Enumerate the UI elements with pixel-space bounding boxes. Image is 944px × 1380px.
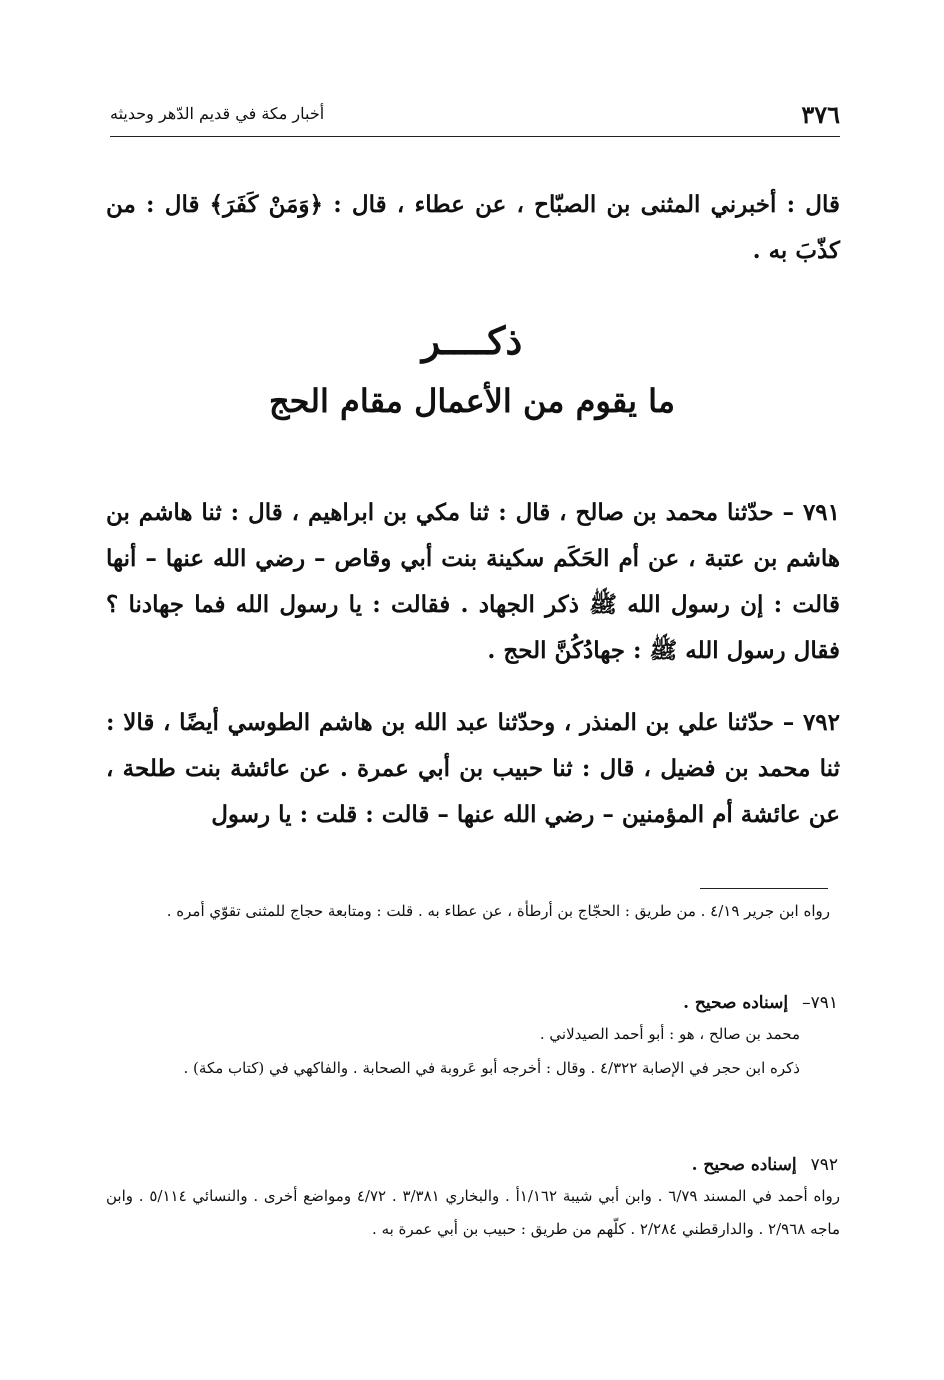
footnote-divider bbox=[700, 888, 828, 889]
footnote-791-line2: ذكره ابن حجر في الإصابة ٤/٣٢٢ . وقال : أخرجه أبو عَروبة في الصحابة . والفاكهي في (كتاب مكة) . bbox=[183, 1059, 800, 1077]
footnote-792-heading bbox=[692, 1150, 838, 1180]
section-title: ما يقوم من الأعمال مقام الحج bbox=[268, 382, 676, 420]
footnote-791-heading bbox=[683, 988, 838, 1018]
page-number: ٣٧٦ bbox=[801, 100, 840, 129]
footnote-791-line1: محمد بن صالح ، هو : أبو أحمد الصيدلاني . bbox=[539, 1025, 800, 1043]
intro-paragraph: قال : أخبرني المثنى بن الصبّاح ، عن عطاء ، قال : ﴿وَمَنْ كَفَرَ﴾ قال : من كذّبَ به . bbox=[106, 191, 840, 264]
footnote-791-number: ٧٩١– bbox=[802, 993, 838, 1013]
hadith-792: ٧٩٢ – حدّثنا علي بن المنذر ، وحدّثنا عبد الله بن هاشم الطوسي أيضًا ، قالا : ثنا محمد بن فضيل ، قال : ثنا حبيب بن أبي عمرة . عن عائشة بنت طلحة ، عن عائشة أم المؤمنين – رضي الله عنها – قالت : قلت : يا رسول bbox=[106, 709, 840, 828]
footnote-previous: رواه ابن جرير ٤/١٩ . من طريق : الحجّاج بن أرطأة ، عن عطاء به . قلت : ومتابعة حجاج للمثنى تقوّي أمره . bbox=[166, 902, 830, 920]
running-title: أخبار مكة في قديم الدّهر وحديثه bbox=[110, 104, 325, 123]
footnote-791-grade: إسناده صحيح . bbox=[683, 993, 789, 1013]
hadith-791: ٧٩١ – حدّثنا محمد بن صالح ، قال : ثنا مكي بن ابراهيم ، قال : ثنا هاشم بن هاشم بن عتبة ، عن أم الحَكَم سكينة بنت أبي وقاص – رضي الله عنها – أنها قالت : إن رسول الله ﷺ ذكر الجهاد . فقالت : يا رسول الله فما جهادنا ؟ فقال رسول الله ﷺ : جهادُكُنَّ الحج . bbox=[106, 499, 840, 664]
running-header bbox=[110, 96, 840, 132]
footnote-792-text: رواه أحمد في المسند ٦/٧٩ . وابن أبي شيبة ١/١٦٢أ . والبخاري ٣/٣٨١ . ٤/٧٢ ومواضع أخرى . والنسائي ٥/١١٤ . وابن ماجه ٢/٩٦٨ . والدارقطني ٢/٢٨٤ . كلّهم من طريق : حبيب بن أبي عمرة به . bbox=[106, 1187, 841, 1238]
section-ornament: ذكــــر bbox=[421, 318, 523, 363]
footnote-792-number: ٧٩٢ bbox=[810, 1155, 838, 1175]
footnote-792-grade: إسناده صحيح . bbox=[691, 1155, 797, 1175]
header-divider bbox=[110, 136, 840, 137]
